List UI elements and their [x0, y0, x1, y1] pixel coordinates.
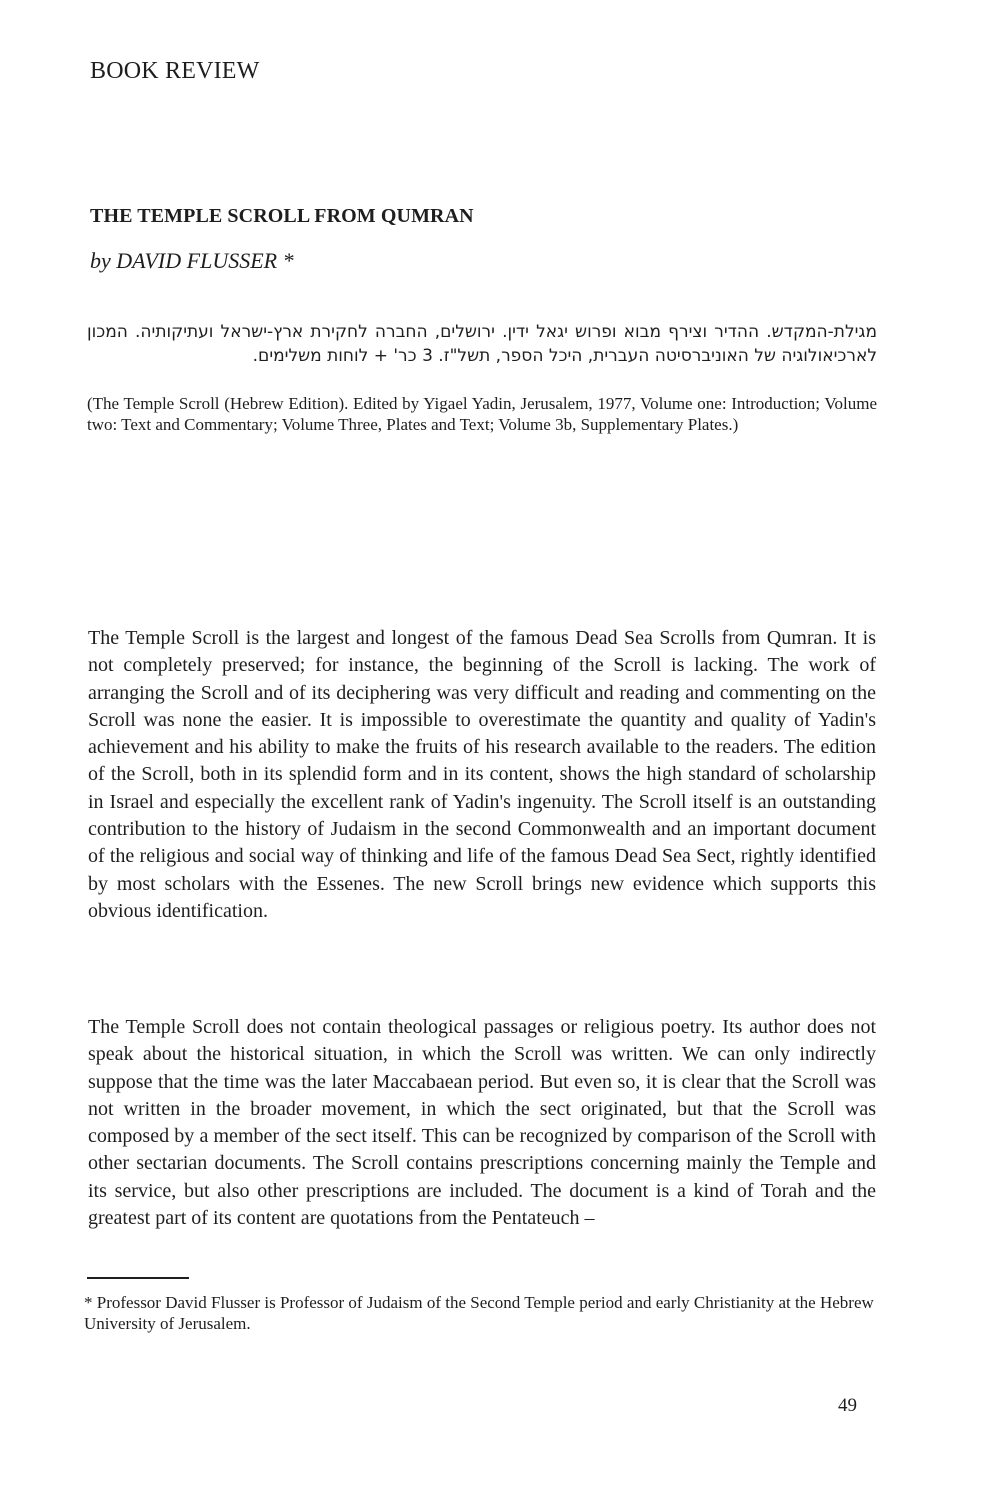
- article-title: THE TEMPLE SCROLL FROM QUMRAN: [90, 205, 474, 227]
- edition-note: (The Temple Scroll (Hebrew Edition). Edited by Yigael Yadin, Jerusalem, 1977, Volume one: Introduction; Volume two: Text and Commentary; Volume Three, Plates and Text; Volume 3b, Supplementary Plates.): [87, 394, 877, 434]
- author-byline: by DAVID FLUSSER *: [90, 248, 294, 273]
- page-number: 49: [838, 1395, 857, 1416]
- body-paragraph-1: The Temple Scroll is the largest and longest of the famous Dead Sea Scrolls from Qumran. It is not completely preserved; for instance, the beginning of the Scroll is lacking. The work of arranging the Scroll and of its deciphering was very difficult and reading and commenting on the Scroll was none the easier. It is impossible to overestimate the quantity and quality of Yadin's achievement and his ability to make the fruits of his research available to the readers. The edition of the Scroll, both in its splendid form and in its content, shows the high standard of scholarship in Israel and especially the excellent rank of Yadin's ingenuity. The Scroll itself is an outstanding contribution to the history of Judaism in the second Commonwealth and an important document of the religious and social way of thinking and life of the famous Dead Sea Sect, rightly identified by most scholars with the Essenes. The new Scroll brings new evidence which supports this obvious identification.: [88, 627, 876, 922]
- section-label: BOOK REVIEW: [90, 58, 260, 84]
- body-paragraph-2: The Temple Scroll does not contain theological passages or religious poetry. Its author does not speak about the historical situation, in which the Scroll was written. We can only indirectly suppose that the time was the later Maccabaean period. But even so, it is clear that the Scroll was not written in the broader movement, in which the sect originated, but that the Scroll was composed by a member of the sect itself. This can be recognized by comparison of the Scroll with other sectarian documents. The Scroll contains prescriptions concerning mainly the Temple and its service, but also other prescriptions are included. The document is a kind of Torah and the greatest part of its content are quotations from the Pentateuch –: [88, 1016, 876, 1230]
- footnote: * Professor David Flusser is Professor of Judaism of the Second Temple period and early Christianity at the Hebrew University of Jerusalem.: [84, 1293, 874, 1333]
- hebrew-citation: מגילת-המקדש. ההדיר וצירף מבוא ופרוש יגאל ידין. ירושלים, החברה לחקירת ארץ-ישראל ועתיקותיה. המכון לארכיאולוגיה של האוניברסיטה העברית, היכל הספר, תשל"ז. 3 כר' + לוחות משלימים.: [87, 322, 877, 366]
- footnote-divider: [87, 1277, 189, 1279]
